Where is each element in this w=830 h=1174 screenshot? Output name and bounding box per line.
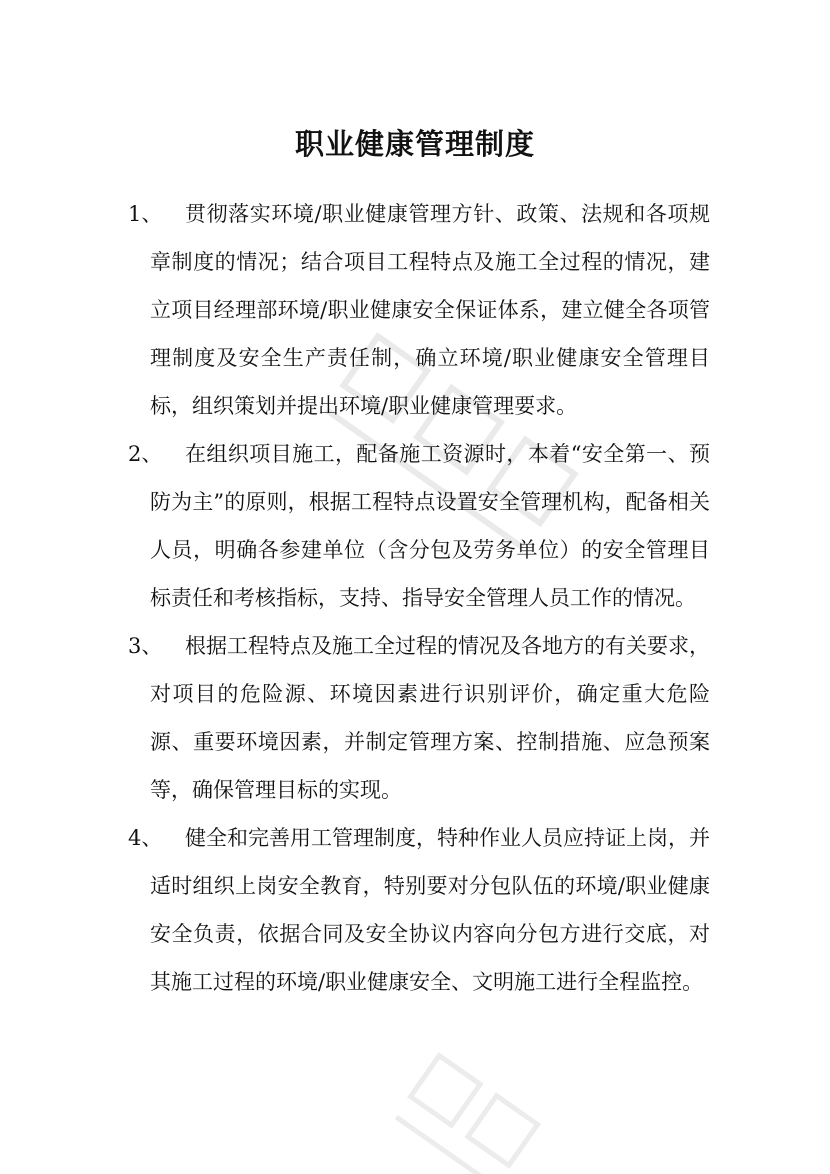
list-item: [0, 430, 830, 622]
item-text: 贯彻落实环境/职业健康管理方针、政策、法规和各项规章制度的情况；结合项目工程特点及施工全过程的情况，建立项目经理部环境/职业健康安全保证体系，建立健全各项管理制度及安全生产责任制，确立环境/职业健康安全管理目标，组织策划并提出环境/职业健康管理要求。: [150, 202, 710, 418]
watermark-graphic-bottom: [365, 1028, 614, 1174]
list-item: [0, 190, 830, 430]
item-text: 健全和完善用工管理制度，特种作业人员应持证上岗，并适时组织上岗安全教育，特别要对分包队伍的环境/职业健康安全负责，依据合同及安全协议内容向分包方进行交底，对其施工过程的环境/职业健康安全、文明施工进行全程监控。: [150, 826, 710, 994]
item-number: 1、: [128, 202, 163, 226]
item-number: 2、: [128, 442, 163, 466]
regulation-list: [0, 190, 830, 1006]
list-item: [0, 814, 830, 1006]
page-title: 职业健康管理制度: [294, 127, 535, 161]
list-item: [0, 622, 830, 814]
item-text: 根据工程特点及施工全过程的情况及各地方的有关要求，对项目的危险源、环境因素进行识别评价，确定重大危险源、重要环境因素，并制定管理方案、控制措施、应急预案等，确保管理目标的实现。: [150, 634, 710, 802]
item-number: 3、: [128, 634, 163, 658]
item-number: 4、: [128, 826, 163, 850]
item-text: 在组织项目施工，配备施工资源时，本着“安全第一、预防为主”的原则，根据工程特点设置安全管理机构，配备相关人员，明确各参建单位（含分包及劳务单位）的安全管理目标责任和考核指标，支持、指导安全管理人员工作的情况。: [150, 442, 710, 610]
